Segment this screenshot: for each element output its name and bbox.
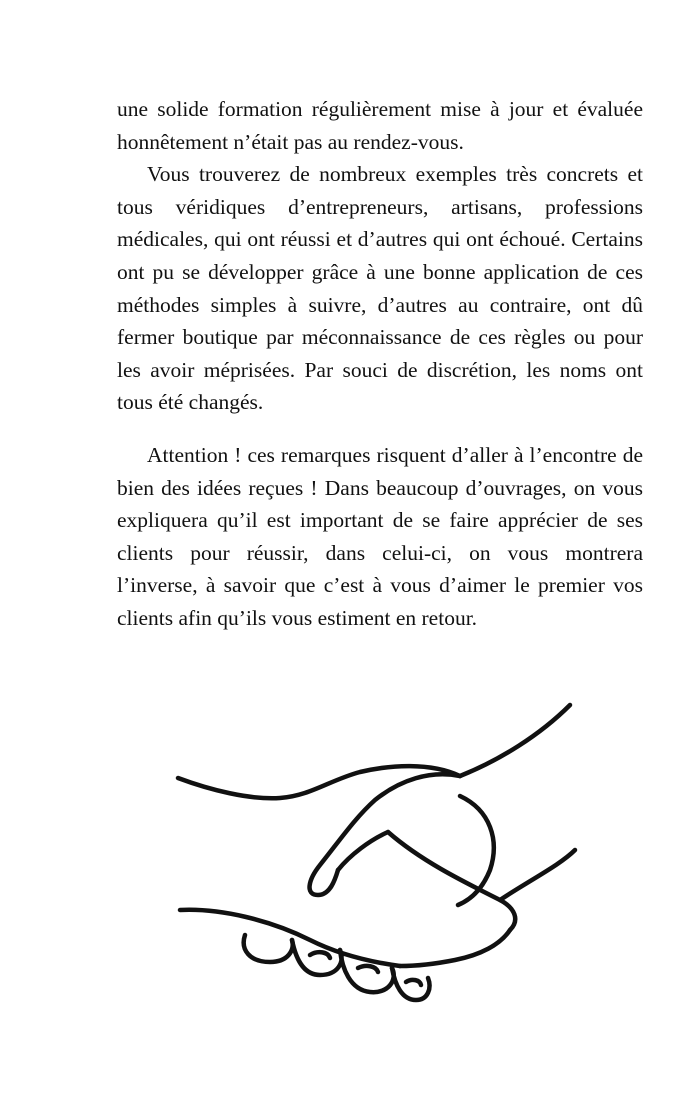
paragraph-examples: Vous trouverez de nombreux exemples très concrets et tous véridiques d’entrepreneurs, artisans, professions médicales, qui ont réussi et d’autres qui ont échoué. Certains ont pu se développer grâce à une bonne application de ces méthodes simples à suivre, d’autres au contraire, ont dû fermer boutique par méconnaissance de ces règles ou pour les avoir méprisées. Par souci de discrétion, les noms ont tous été changés.	[117, 162, 643, 415]
handshake-icon	[170, 700, 590, 1020]
page-body	[117, 93, 643, 635]
paragraph-attention: Attention ! ces remarques risquent d’aller à l’encontre de bien des idées reçues ! Dans beaucoup d’ouvrages, on vous expliquera qu’il est important de se faire apprécier de ses clients pour réussir, dans celui-ci, on vous montrera l’inverse, à savoir que c’est à vous d’aimer le premier vos clients afin qu’ils vous estiment en retour.	[117, 442, 643, 630]
paragraph-continuation: une solide formation régulièrement mise à jour et évaluée honnêtement n’était pas au rendez-vous.	[117, 97, 643, 154]
